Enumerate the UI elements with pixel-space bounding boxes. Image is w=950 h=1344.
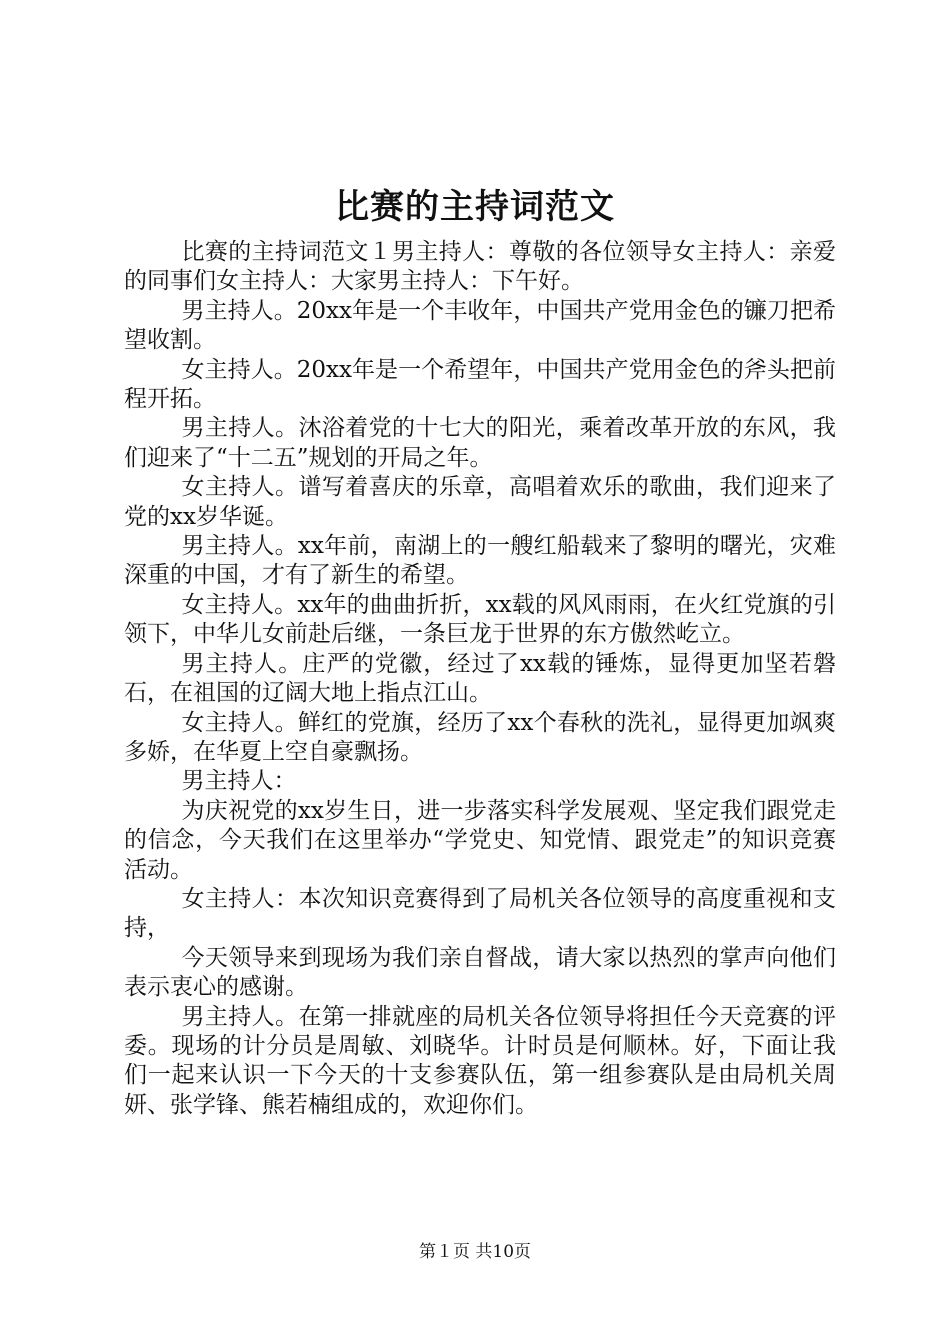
paragraph: 男主持人。沐浴着党的十七大的阳光，乘着改革开放的东风，我们迎来了“十二五”规划的开局之年。	[124, 415, 836, 471]
paragraph: 女主持人。谱写着喜庆的乐章，高唱着欢乐的歌曲，我们迎来了党的xx岁华诞。	[124, 474, 836, 530]
paragraph: 女主持人：本次知识竞赛得到了局机关各位领导的高度重视和支持，	[124, 885, 836, 942]
paragraph: 女主持人。xx年的曲曲折折，xx载的风风雨雨，在火红党旗的引领下，中华儿女前赴后继，一条巨龙于世界的东方傲然屹立。	[124, 591, 836, 648]
paragraph: 女主持人。20xx年是一个希望年，中国共产党用金色的斧头把前程开拓。	[124, 356, 836, 413]
document-title: 比赛的主持词范文	[335, 187, 615, 227]
paragraph: 男主持人。xx年前，南湖上的一艘红船载来了黎明的曙光，灾难深重的中国，才有了新生的希望。	[124, 533, 836, 589]
paragraph: 女主持人。鲜红的党旗，经历了xx个春秋的洗礼，显得更加飒爽多娇，在华夏上空自豪飘扬。	[124, 709, 836, 765]
paragraph: 比赛的主持词范文１男主持人：尊敬的各位领导女主持人：亲爱的同事们女主持人：大家男主持人：下午好。	[124, 239, 836, 295]
document-body	[124, 238, 836, 1120]
paragraph: 男主持人：	[181, 768, 297, 795]
page-footer: 第１页 共10页	[418, 1242, 532, 1262]
paragraph: 为庆祝党的xx岁生日，进一步落实科学发展观、坚定我们跟党走的信念，今天我们在这里举办“学党史、知党情、跟党走”的知识竞赛活动。	[124, 797, 836, 883]
paragraph: 男主持人。在第一排就座的局机关各位领导将担任今天竞赛的评委。现场的计分员是周敏、刘晓华。计时员是何顺林。好，下面让我们一起来认识一下今天的十支参赛队伍，第一组参赛队是由局机关周妍、张学锋、熊若楠组成的，欢迎你们。	[124, 1003, 836, 1118]
paragraph: 今天领导来到现场为我们亲自督战，请大家以热烈的掌声向他们表示衷心的感谢。	[124, 944, 836, 1001]
paragraph: 男主持人。20xx年是一个丰收年，中国共产党用金色的镰刀把希望收割。	[124, 297, 836, 354]
paragraph: 男主持人。庄严的党徽，经过了xx载的锤炼，显得更加坚若磐石，在祖国的辽阔大地上指点江山。	[124, 650, 836, 707]
